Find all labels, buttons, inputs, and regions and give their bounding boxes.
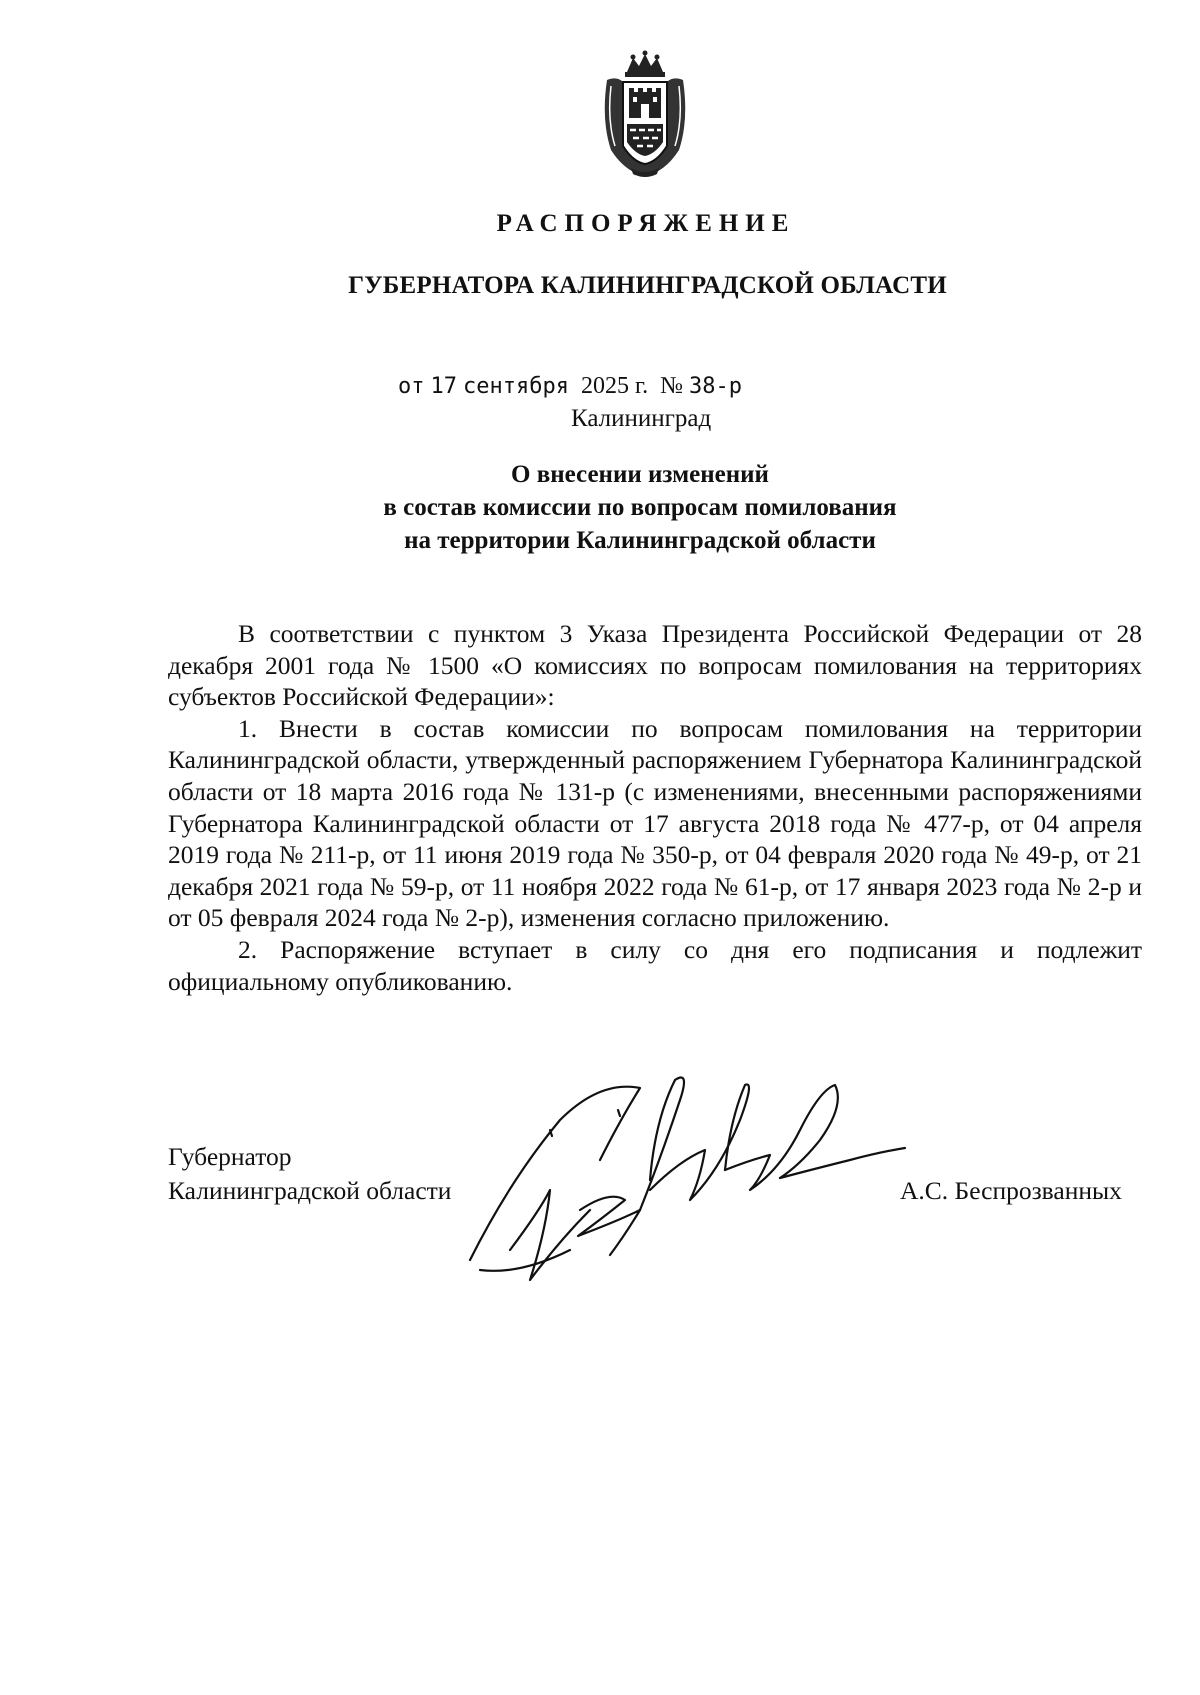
subject-line-3: на территории Калининградской области bbox=[404, 527, 876, 554]
date-month: сентября bbox=[463, 374, 569, 399]
body-paragraph-item-1: 1. Внести в состав комиссии по вопросам помилования на территории Калининградской области, утвержденный распоряжением Губернатора Калининградской области от 18 марта 2016 года № 131-р (с изменениями, внесенными распоряжениями Губернатора Калининградской области от 17 августа 2018 года № 477-р, от 04 апреля 2019 года № 211-р, от 11 июня 2019 года № 350-р, от 04 февраля 2020 года № 49-р, от 21 декабря 2021 года № 59-р, от 11 ноября 2022 года № 61-р, от 17 января 2023 года № 2-р и от 05 февраля 2024 года № 2-р), изменения согласно приложению. bbox=[168, 713, 1142, 933]
date-number-line bbox=[398, 373, 742, 400]
subject-line-2: в состав комиссии по вопросам помилования bbox=[383, 494, 897, 521]
signatory-position bbox=[168, 1140, 451, 1208]
date-year: 2025 bbox=[580, 373, 629, 399]
coat-of-arms-icon bbox=[597, 50, 693, 178]
signatory-position-line-1: Губернатор bbox=[168, 1142, 292, 1171]
document-type-heading: РАСПОРЯЖЕНИЕ bbox=[496, 210, 796, 237]
city-label: Калининград bbox=[571, 405, 712, 432]
issuer-heading: ГУБЕРНАТОРА КАЛИНИНГРАДСКОЙ ОБЛАСТИ bbox=[348, 272, 947, 299]
date-day: 17 bbox=[430, 374, 457, 399]
document-subject bbox=[350, 458, 930, 557]
body-paragraph-preamble: В соответствии с пунктом 3 Указа Президента Российской Федерации от 28 декабря 2001 года № 1500 «О комиссиях по вопросам помилования на территориях субъектов Российской Федерации»: bbox=[168, 619, 1142, 712]
document-number: 38-р bbox=[689, 374, 742, 399]
number-sign: № bbox=[660, 373, 684, 399]
date-prefix: от bbox=[398, 374, 425, 399]
date-year-suffix: г. bbox=[634, 373, 649, 399]
handwritten-signature bbox=[450, 1060, 930, 1320]
signatory-name: А.С. Беспрозванных bbox=[900, 1176, 1122, 1205]
subject-line-1: О внесении изменений bbox=[511, 461, 769, 488]
signatory-position-line-2: Калининградской области bbox=[168, 1176, 452, 1205]
document-body bbox=[168, 618, 1142, 997]
body-paragraph-item-2: 2. Распоряжение вступает в силу со дня его подписания и подлежит официальному опубликованию. bbox=[168, 934, 1142, 996]
